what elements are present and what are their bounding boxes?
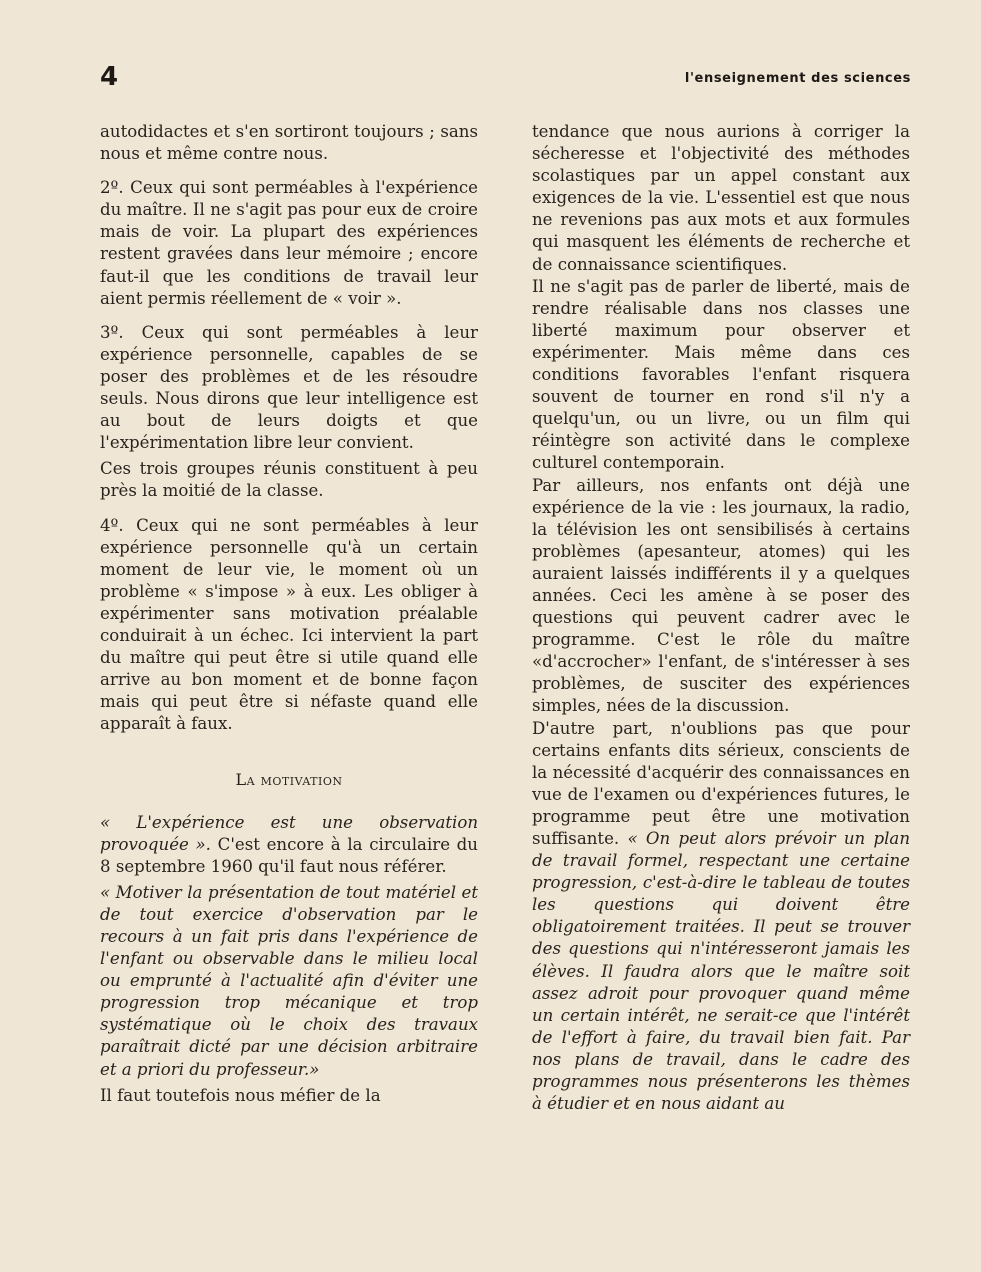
paragraph: 2º. Ceux qui sont perméables à l'expérience du maître. Il ne s'agit pas pour eux de croire mais de voir. La plupart des expériences restent gravées dans leur mémoire ; encore faut-il que les conditions de travail leur aient permis réellement de « voir ». (100, 178, 478, 308)
section-heading-text: La motivation (235, 770, 343, 790)
section-heading (100, 769, 478, 791)
paragraph: Par ailleurs, nos enfants ont déjà une expérience de la vie : les journaux, la radio, la télévision les ont sensibilisés à certains problèmes (apesanteur, atomes) qui les auraient laissés indifférents il y a quelques années. Ceci les amène à se poser des questions qui peuvent cadrer avec le programme. C'est le rôle du maître «d'accrocher» l'enfant, de s'intéresser à ses problèmes, de susciter des expériences simples, nées de la discussion. (532, 475, 910, 716)
quote-text: « On peut alors prévoir un plan de travail formel, respectant une certaine progression, c'est-à-dire le tableau de toutes les questions qui doivent être obligatoirement traitées. Il peut se trouver des questions qui n'intéresseront jamais les élèves. Il faudra alors que le maître soit assez adroit pour provoquer quand même un certain intérêt, ne serait-ce que l'intérêt de l'effort à faire, du travail bien fait. Par nos plans de travail, dans le cadre des programmes nous présenterons les thèmes à étudier et en nous aidant au (532, 829, 911, 1114)
running-head: l'enseignement des sciences (684, 71, 911, 86)
paragraph: Il ne s'agit pas de parler de liberté, mais de rendre réalisable dans nos classes une liberté maximum pour observer et expérimenter. Mais même dans ces conditions favorables l'enfant risquera souvent de tourner en rond s'il n'y a quelqu'un, ou un livre, ou un film qui réintègre son activité dans le complexe culturel contemporain. (532, 276, 910, 473)
paragraph-text: C'est encore à la circulaire du 8 septembre 1960 qu'il faut nous référer. (100, 834, 478, 876)
paragraph: 4º. Ceux qui ne sont perméables à leur expérience personnelle qu'à un certain moment de leur vie, le moment où un problème « s'impose » à eux. Les obliger à expérimenter sans motivation préalable conduirait à un échec. Ici intervient la part du maître qui peut être si utile quand elle arrive au bon moment et de bonne façon mais qui peut être si néfaste quand elle apparaît à faux. (100, 515, 478, 734)
quote-text: « L'expérience est une observation provoquée ». (100, 812, 478, 854)
paragraph-text: D'autre part, n'oublions pas que pour certains enfants dits sérieux, conscients de la nécessité d'acquérir des connaissances en vue de l'examen ou d'expériences futures, le programme peut être une motivation suffisante. (532, 718, 910, 848)
paragraph: Il faut toutefois nous méfier de la (100, 1085, 381, 1105)
paragraph: Ces trois groupes réunis constituent à peu près la moitié de la classe. (100, 459, 478, 501)
quote-paragraph: « Motiver la présentation de tout matériel et de tout exercice d'observation par le recours à un fait pris dans l'expérience de l'enfant ou observable dans le milieu local ou emprunté à l'actualité afin d'éviter une progression trop mécanique et trop systématique où le choix des travaux paraîtrait dicté par une décision arbitraire et a priori du professeur.» (100, 882, 478, 1079)
paragraph: 3º. Ceux qui sont perméables à leur expérience personnelle, capables de se poser des problèmes et de les résoudre seuls. Nous dirons que leur intelligence est au bout de leurs doigts et que l'expérimentation libre leur convient. (100, 322, 478, 453)
paragraph (100, 812, 478, 878)
paragraph (532, 718, 910, 1116)
paragraph: autodidactes et s'en sortiront toujours ; sans nous et même contre nous. (100, 122, 478, 164)
right-column (532, 121, 910, 1115)
paragraph: tendance que nous aurions à corriger la sécheresse et l'objectivité des méthodes scolastiques par un appel constant aux exigences de la vie. L'essentiel est que nous ne revenions pas aux mots et aux formules qui masquent les éléments de recherche et de connaissance scientifiques. (532, 122, 910, 274)
left-column (100, 121, 478, 1107)
page-number: 4 (100, 62, 119, 92)
